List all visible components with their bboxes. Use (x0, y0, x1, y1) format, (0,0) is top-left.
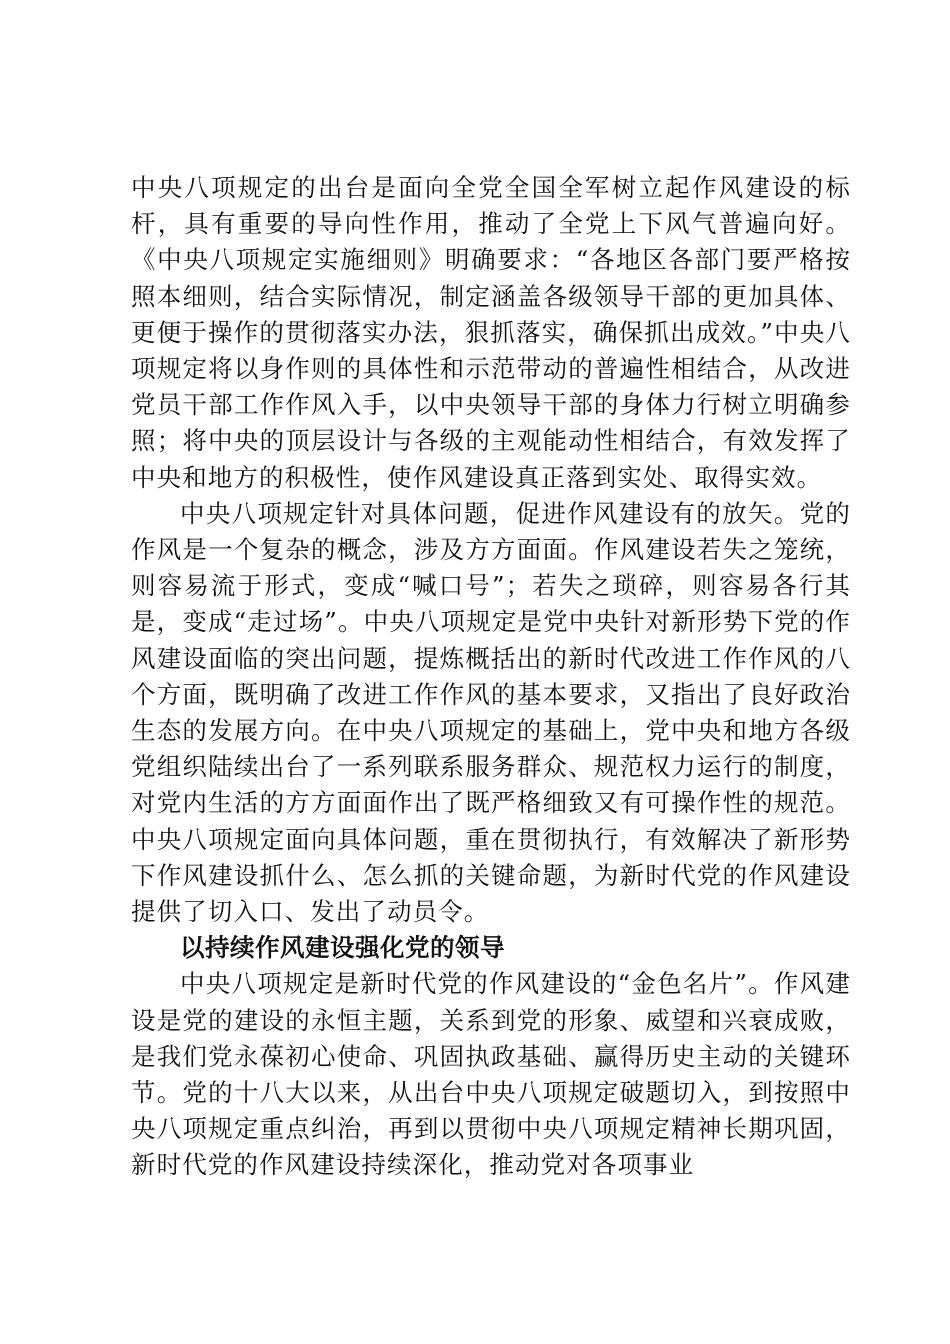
section-heading: 以持续作风建设强化党的领导 (180, 933, 505, 963)
body-paragraph-2: 中央八项规定针对具体问题，促进作风建设有的放矢。党的作风是一个复杂的概念，涉及方方面面。作风建设若失之笼统，则容易流于形式，变成“喊口号”；若失之琐碎，则容易各行其是，变成“走过场”。中央八项规定是党中央针对新形势下党的作风建设面临的突出问题，提炼概括出的新时代改进工作作风的八个方面，既明确了改进工作作风的基本要求，又指出了良好政治生态的发展方向。在中央八项规定的基础上，党中央和地方各级党组织陆续出台了一系列联系服务群众、规范权力运行的制度，对党内生活的方方面面作出了既严格细致又有可操作性的规范。中央八项规定面向具体问题，重在贯彻执行，有效解决了新形势下作风建设抓什么、怎么抓的关键命题，为新时代党的作风建设提供了切入口、发出了动员令。 (131, 498, 851, 927)
body-paragraph-3: 中央八项规定是新时代党的作风建设的“金色名片”。作风建设是党的建设的永恒主题，关系到党的形象、威望和兴衰成败，是我们党永葆初心使命、巩固执政基础、赢得历史主动的关键环节。党的十八大以来，从出台中央八项规定破题切入，到按照中央八项规定重点纠治，再到以贯彻中央八项规定精神长期巩固，新时代党的作风建设持续深化，推动党对各项事业 (131, 969, 851, 1180)
body-paragraph-1: 中央八项规定的出台是面向全党全国全军树立起作风建设的标杆，具有重要的导向性作用，推动了全党上下风气普遍向好。《中央八项规定实施细则》明确要求：“各地区各部门要严格按照本细则，结合实际情况，制定涵盖各级领导干部的更加具体、更便于操作的贯彻落实办法，狠抓落实，确保抓出成效。”中央八项规定将以身作则的具体性和示范带动的普遍性相结合，从改进党员干部工作作风入手，以中央领导干部的身体力行树立明确参照；将中央的顶层设计与各级的主观能动性相结合，有效发挥了中央和地方的积极性，使作风建设真正落到实处、取得实效。 (131, 173, 851, 492)
document-body (131, 170, 851, 1184)
